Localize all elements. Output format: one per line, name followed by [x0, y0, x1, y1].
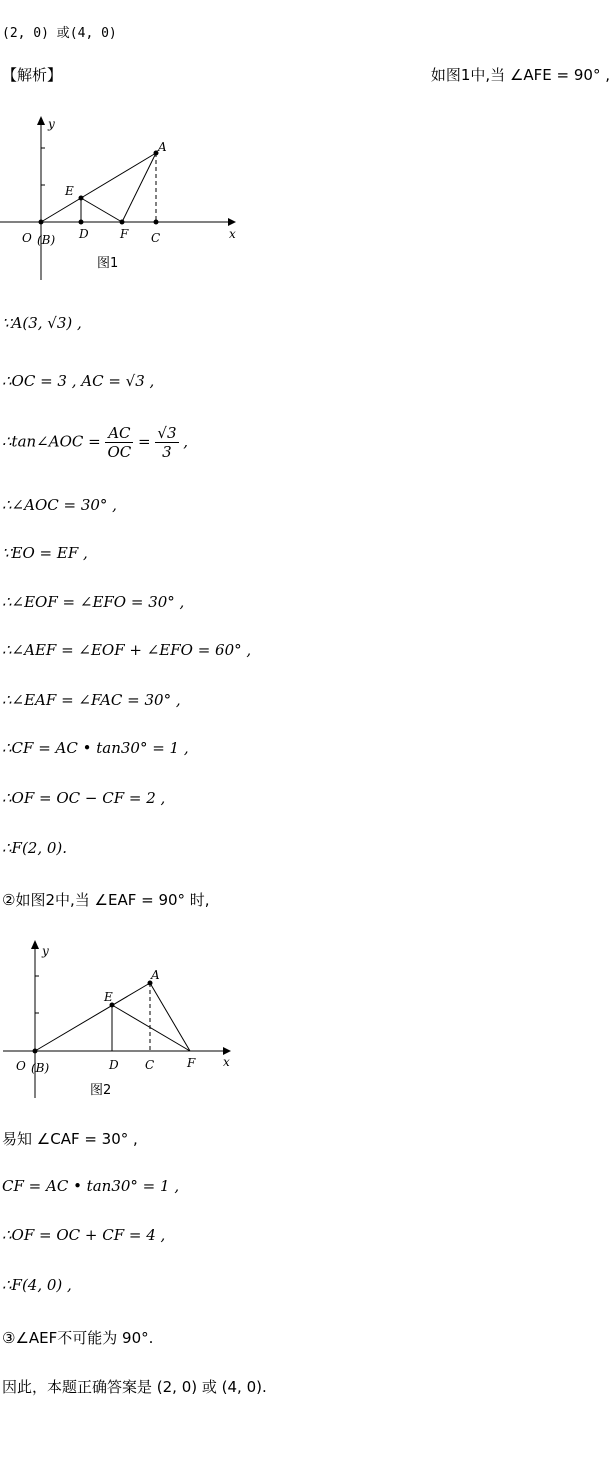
- point-O: [39, 220, 44, 225]
- label-x: x: [223, 1055, 230, 1069]
- fraction-denominator: 3: [162, 443, 172, 461]
- point-F: [120, 220, 125, 225]
- label-x: x: [229, 227, 236, 241]
- step1-line: ∴∠AEF = ∠EOF + ∠EFO = 60° ,: [2, 641, 252, 659]
- figure-2: [0, 936, 250, 1106]
- segment-EF: [81, 198, 122, 222]
- figure1-caption: 图1: [97, 256, 119, 271]
- step1-line: ∴OF = OC − CF = 2 ,: [2, 789, 166, 807]
- y-axis-arrow: [31, 940, 39, 949]
- step2-line: ∴OF = OC + CF = 4 ,: [2, 1226, 166, 1244]
- analysis-label: 【解析】: [2, 66, 63, 84]
- label-F: F: [120, 227, 129, 241]
- label-D: D: [109, 1058, 119, 1072]
- fraction-numerator: AC: [105, 424, 133, 443]
- segment-EF: [112, 1005, 190, 1051]
- label-y: y: [48, 117, 55, 131]
- step1-line: ∴∠EOF = ∠EFO = 30° ,: [2, 593, 185, 611]
- x-axis-arrow: [228, 218, 236, 226]
- label-C: C: [151, 231, 161, 245]
- label-A: A: [158, 140, 167, 154]
- case2-intro: ②如图2中,当 ∠EAF = 90° 时,: [2, 891, 210, 909]
- point-O: [33, 1049, 38, 1054]
- fraction-numerator: √3: [157, 424, 177, 442]
- figure2-caption: 图2: [90, 1083, 112, 1098]
- step1-line: ∵EO = EF ,: [2, 544, 88, 562]
- conclusion-line: 因此，本题正确答案是 (2, 0) 或 (4, 0).: [2, 1378, 267, 1396]
- step2-line: 易知 ∠CAF = 30° ,: [2, 1130, 138, 1148]
- step1-line: ∴F(2, 0).: [2, 839, 68, 857]
- step1-line: ∴CF = AC • tan30° = 1 ,: [2, 739, 189, 757]
- label-O: O: [22, 231, 32, 245]
- step2-line: CF = AC • tan30° = 1 ,: [2, 1177, 180, 1195]
- figure-1: [0, 108, 250, 288]
- segment-AF: [150, 983, 190, 1051]
- label-E: E: [65, 184, 74, 198]
- step2-line: ∴F(4, 0) ,: [2, 1276, 72, 1294]
- point-E: [79, 196, 84, 201]
- point-C: [154, 220, 159, 225]
- step1-line: ∵A(3, √3) ,: [2, 314, 82, 332]
- label-A: A: [151, 968, 160, 982]
- x-axis-arrow: [223, 1047, 231, 1055]
- tan-fraction-line: [2, 424, 188, 461]
- case3-line: ③∠AEF不可能为 90°.: [2, 1329, 154, 1347]
- fraction-ac-oc: [105, 424, 133, 461]
- equals-sign: =: [138, 432, 151, 451]
- label-B: (B): [31, 1061, 50, 1075]
- case1-intro: 如图1中,当 ∠AFE = 90° ,: [430, 66, 610, 84]
- label-F: F: [187, 1056, 196, 1070]
- tan-suffix: ,: [183, 432, 189, 451]
- label-B: (B): [37, 233, 56, 247]
- label-O: O: [16, 1059, 26, 1073]
- label-y: y: [42, 944, 49, 958]
- y-axis-arrow: [37, 116, 45, 125]
- label-E: E: [104, 990, 113, 1004]
- label-C: C: [145, 1058, 155, 1072]
- fraction-denominator: OC: [107, 443, 132, 461]
- tan-prefix: ∴tan∠AOC =: [2, 432, 101, 451]
- step1-line: ∴∠AOC = 30° ,: [2, 496, 117, 514]
- answer-line: (2, 0) 或(4, 0): [2, 26, 117, 41]
- label-D: D: [79, 227, 89, 241]
- fraction-root3-3: [155, 424, 178, 461]
- point-D: [79, 220, 84, 225]
- step1-line: ∴∠EAF = ∠FAC = 30° ,: [2, 691, 181, 709]
- step1-line: ∴OC = 3 , AC = √3 ,: [2, 372, 155, 390]
